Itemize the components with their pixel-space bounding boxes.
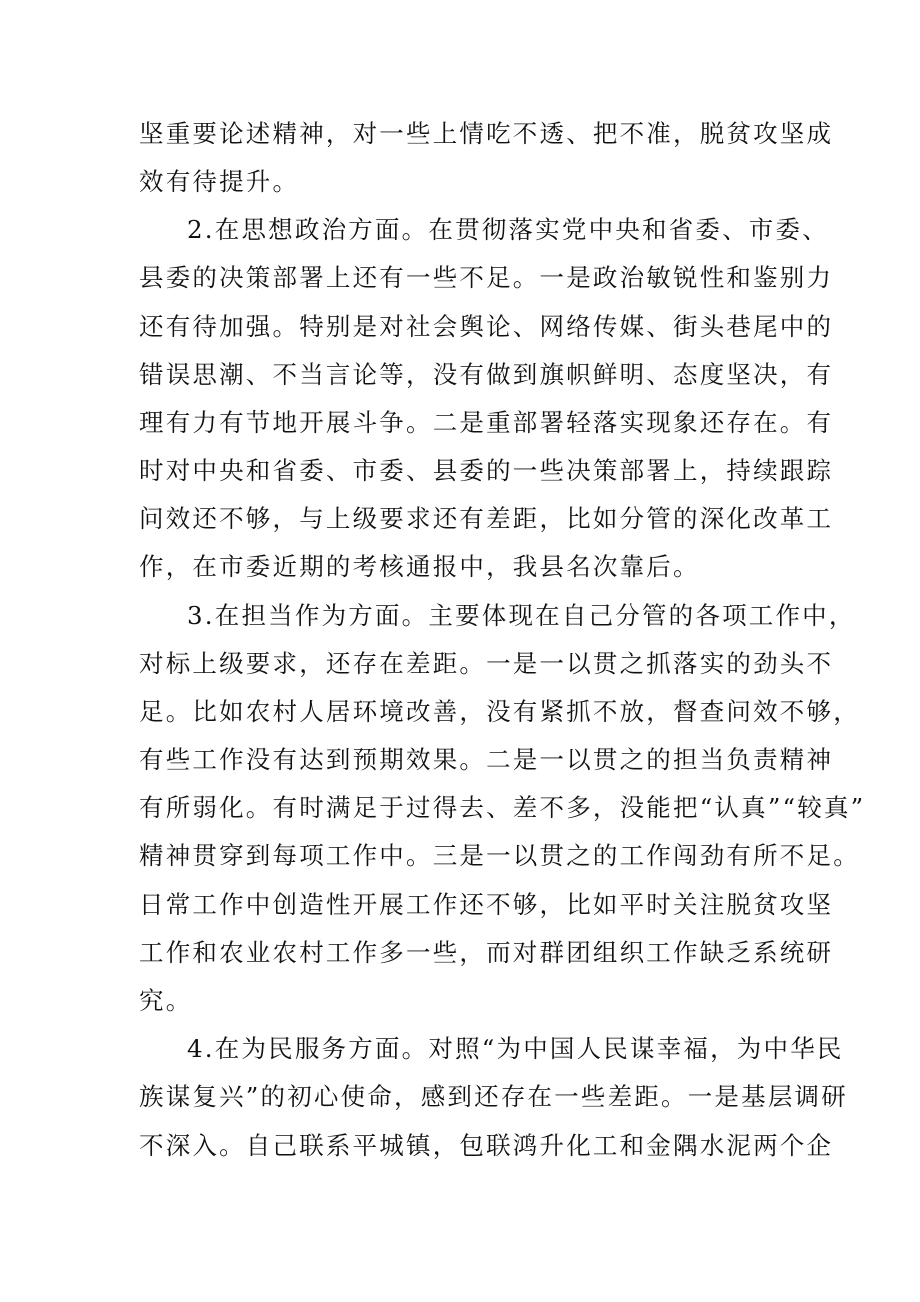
- text-line: 工作和农业农村工作多一些，而对群团组织工作缺乏系统研: [139, 938, 834, 967]
- text-line: 问效还不够，与上级要求还有差距，比如分管的深化改革工: [139, 504, 834, 533]
- text-line: 有些工作没有达到预期效果。二是一以贯之的担当负责精神: [139, 745, 834, 774]
- text-line: 时对中央和省委、市委、县委的一些决策部署上，持续跟踪: [139, 456, 834, 485]
- text-line: 坚重要论述精神，对一些上情吃不透、把不准，脱贫攻坚成: [139, 119, 834, 148]
- text-line: 究。: [139, 986, 193, 1015]
- text-line: 效有待提升。: [139, 167, 300, 196]
- text-line: 还有待加强。特别是对社会舆论、网络传媒、街头巷尾中的: [139, 312, 834, 341]
- text-line: 精神贯穿到每项工作中。三是一以贯之的工作闯劲有所不足。: [139, 841, 860, 870]
- text-line: 对标上级要求，还存在差距。一是一以贯之抓落实的劲头不: [139, 649, 834, 678]
- text-line: 不深入。自己联系平城镇，包联鸿升化工和金隅水泥两个企: [139, 1131, 834, 1160]
- text-line: 作，在市委近期的考核通报中，我县名次靠后。: [139, 552, 700, 581]
- paragraph-4-heading-line: 4.在为民服务方面。对照“为中国人民谋幸福，为中华民: [187, 1034, 844, 1063]
- text-line: 理有力有节地开展斗争。二是重部署轻落实现象还存在。有: [139, 408, 834, 437]
- text-line: 有所弱化。有时满足于过得去、差不多，没能把“认真”“较真”: [139, 793, 866, 822]
- text-line: 族谋复兴”的初心使命，感到还存在一些差距。一是基层调研: [139, 1082, 848, 1111]
- paragraph-3-heading-line: 3.在担当作为方面。主要体现在自己分管的各项工作中，: [187, 601, 856, 630]
- text-line: 足。比如农村人居环境改善，没有紧抓不放，督查问效不够，: [139, 697, 860, 726]
- text-line: 错误思潮、不当言论等，没有做到旗帜鲜明、态度坚决，有: [139, 360, 834, 389]
- paragraph-2-heading-line: 2.在思想政治方面。在贯彻落实党中央和省委、市委、: [187, 215, 829, 244]
- text-line: 日常工作中创造性开展工作还不够，比如平时关注脱贫攻坚: [139, 890, 834, 919]
- text-line: 县委的决策部署上还有一些不足。一是政治敏锐性和鉴别力: [139, 263, 834, 292]
